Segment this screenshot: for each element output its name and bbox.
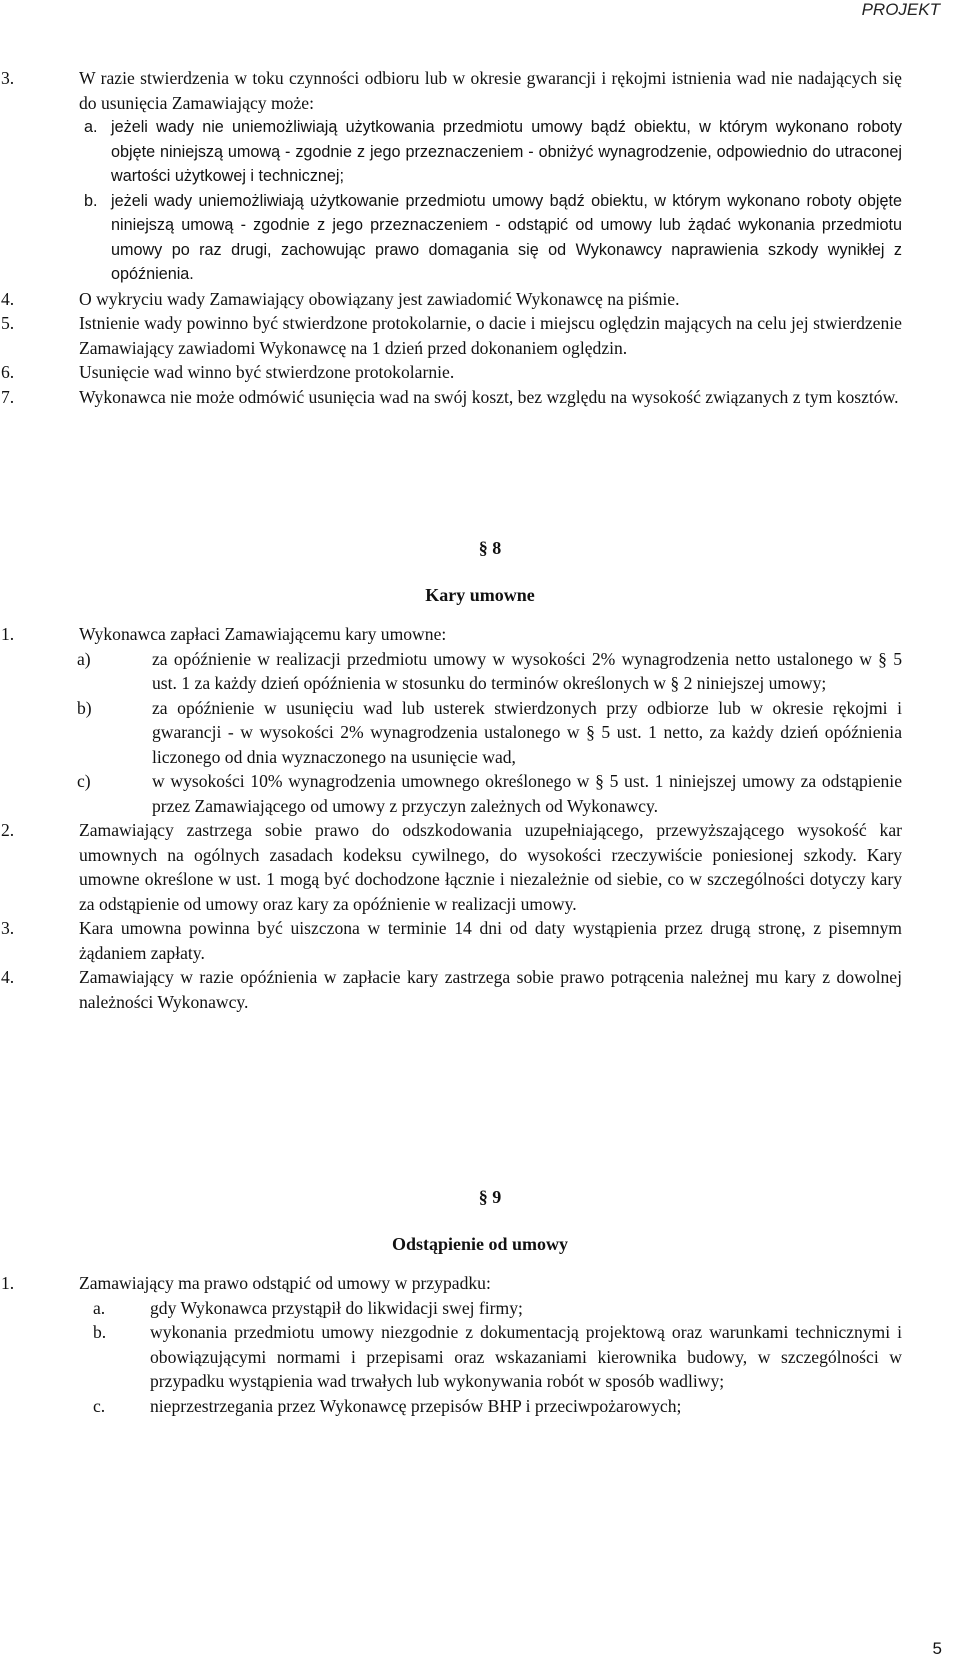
section9-subparagraph-a [93, 1296, 902, 1321]
subparagraph-text: za opóźnienie w usunięciu wad lub usterek stwierdzonych przy odbiorze lub w okresie rękojmi i gwarancji - w wysokości 2% wynagrodzenia ustalonego w § 5 ust. 1 netto, za każdy dzień opóźnienia liczonego od dnia wyznaczonego na usunięcie wad, [152, 697, 902, 767]
paragraph-text: Wykonawca zapłaci Zamawiającemu kary umowne: [79, 624, 447, 644]
subparagraph-text: wykonania przedmiotu umowy niezgodnie z dokumentacją projektową oraz warunkami technicznymi i obowiązującymi normami i przepisami oraz wskazaniami kierownika budowy, w szczególności w przypadku wystąpienia wad trwałych lub wykonywania robót w sposób wadliwy; [150, 1322, 902, 1391]
subparagraph-text: nieprzestrzegania przez Wykonawcę przepisów BHP i przeciwpożarowych; [150, 1395, 682, 1416]
paragraph-text: Kara umowna powinna być uiszczona w terminie 14 dni od daty wystąpienia przez drugą stronę, z pisemnym żądaniem zapłaty. [79, 918, 902, 963]
paragraph-text: Zamawiający w razie opóźnienia w zapłacie kary zastrzega sobie prawo potrącenia należnej mu kary z dowolnej należności Wykonawcy. [79, 967, 902, 1012]
section9-subparagraph-c [93, 1394, 902, 1419]
paragraph-number: 1. [1, 1273, 15, 1293]
section-number: § 9 [478, 1187, 502, 1207]
subparagraph-text: jeżeli wady uniemożliwiają użytkowanie przedmiotu umowy bądź obiektu, w którym wykonano roboty objęte niniejszą umową - zgodnie z jego przeznaczeniem - odstąpić od umowy lub żądać wykonania przedmiotu umowy po raz drugi, zachowując prawo domagania się od Wykonawcy naprawienia szkody wynikłej z opóźnienia. [111, 191, 902, 283]
subparagraph-text: za opóźnienie w realizacji przedmiotu umowy w wysokości 2% wynagrodzenia netto ustalonego w § 5 ust. 1 za każdy dzień opóźnienia w stosunku do terminów określonych w § 2 niniejszej umowy; [152, 648, 902, 693]
subparagraph-text: w wysokości 10% wynagrodzenia umownego określonego w § 5 ust. 1 niniejszej umowy za odstąpienie przez Zamawiającego od umowy z przyczyn zależnych od Wykonawcy. [152, 771, 902, 816]
subparagraph-text: gdy Wykonawca przystąpił do likwidacji swej firmy; [150, 1297, 523, 1318]
subparagraph-a [84, 115, 902, 189]
subparagraph-letter: b. [84, 191, 98, 210]
paragraph-3 [1, 66, 902, 115]
subparagraph-b [84, 189, 902, 287]
section9-subparagraph-b [93, 1320, 902, 1394]
paragraph-number: 4. [1, 288, 15, 309]
document-body [0, 66, 960, 409]
section-title: Kary umowne [425, 585, 535, 605]
section8-paragraph-2 [1, 818, 902, 916]
section-number: § 8 [478, 538, 502, 558]
paragraph-text: Wykonawca nie może odmówić usunięcia wad na swój koszt, bez względu na wysokość związanych z tym kosztów. [79, 386, 899, 407]
section8-paragraph-1 [1, 622, 902, 647]
subparagraph-letter: a. [93, 1297, 106, 1318]
paragraph-7 [1, 385, 902, 410]
subparagraph-letter: a) [77, 648, 91, 669]
paragraph-text: Zamawiający ma prawo odstąpić od umowy w przypadku: [79, 1273, 491, 1293]
section8-subparagraph-a [77, 647, 902, 696]
subparagraph-letter: b. [93, 1322, 107, 1342]
paragraph-number: 5. [1, 313, 15, 333]
paragraph-number: 7. [1, 386, 15, 407]
section9-paragraph-1 [1, 1271, 902, 1296]
paragraph-text: Istnienie wady powinno być stwierdzone protokolarnie, o dacie i miejscu oględzin mających na celu jej stwierdzenie Zamawiający zawiadomi Wykonawcę na 1 dzień przed dokonaniem oględzin. [79, 313, 902, 358]
section-8 [0, 538, 960, 1014]
section8-paragraph-4 [1, 965, 902, 1014]
paragraph-text: Zamawiający zastrzega sobie prawo do odszkodowania uzupełniającego, przewyższającego wysokość kar umownych na ogólnych zasadach kodeksu cywilnego, do wysokości rzeczywiście poniesionej szkody. Kary umowne określone w ust. 1 mogą być dochodzone łącznie i niezależnie od siebie, co w szczególności dotyczy kary za odstąpienie od umowy oraz kary za opóźnienie w realizacji umowy. [79, 820, 902, 914]
section-title: Odstąpienie od umowy [391, 1234, 569, 1254]
paragraph-6 [1, 360, 902, 385]
paragraph-text: O wykryciu wady Zamawiający obowiązany jest zawiadomić Wykonawcę na piśmie. [79, 288, 680, 309]
paragraph-text: W razie stwierdzenia w toku czynności odbioru lub w okresie gwarancji i rękojmi istnienia wad nie nadających się do usunięcia Zamawiający może: [79, 68, 902, 113]
subparagraph-letter: b) [77, 697, 92, 718]
paragraph-number: 4. [1, 967, 15, 987]
paragraph-number: 3. [1, 918, 15, 938]
paragraph-number: 6. [1, 362, 15, 382]
paragraph-text: Usunięcie wad winno być stwierdzone protokolarnie. [79, 362, 455, 382]
paragraph-4 [1, 287, 902, 312]
subparagraph-letter: a. [84, 118, 98, 136]
document-header-label: PROJEKT [861, 0, 940, 19]
paragraph-number: 3. [1, 68, 15, 88]
paragraph-number: 2. [1, 820, 15, 840]
page-number: 5 [932, 1639, 942, 1658]
section8-subparagraph-c [77, 769, 902, 818]
section-9 [0, 1187, 960, 1418]
subparagraph-letter: c. [93, 1395, 106, 1416]
section8-paragraph-3 [1, 916, 902, 965]
section8-subparagraph-b [77, 696, 902, 770]
subparagraph-letter: c) [77, 771, 91, 791]
paragraph-number: 1. [1, 624, 15, 644]
subparagraph-text: jeżeli wady nie uniemożliwiają użytkowania przedmiotu umowy bądź obiektu, w którym wykonano roboty objęte niniejszą umową - zgodnie z jego przeznaczeniem - obniżyć wynagrodzenie, odpowiednio do utraconej wartości użytkowej i technicznej; [111, 118, 902, 185]
paragraph-5 [1, 311, 902, 360]
